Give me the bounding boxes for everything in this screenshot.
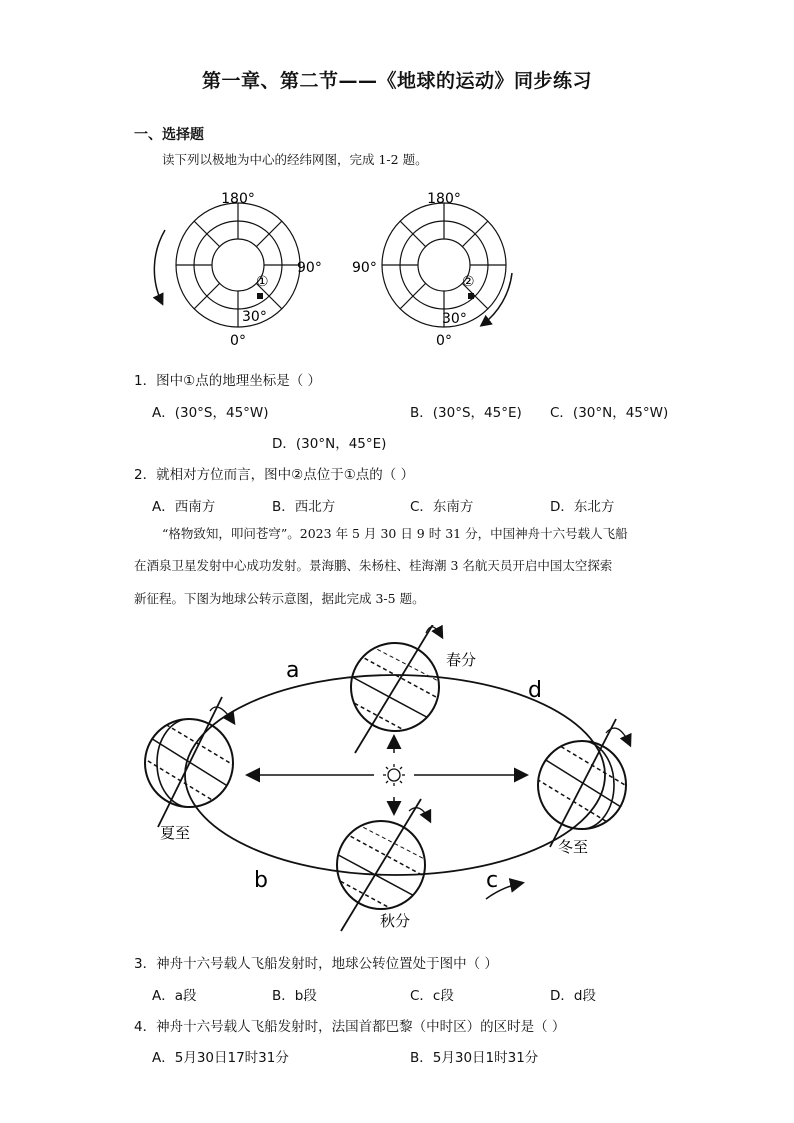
label-90-right: 90° [352, 260, 377, 276]
point-1-marker [257, 293, 263, 299]
label-90-left: 90° [297, 260, 322, 276]
label-180-left: 180° [221, 191, 255, 207]
q3-option-d[interactable]: D．d段 [550, 988, 596, 1004]
winter-solstice-label: 冬至 [558, 838, 589, 856]
q2-option-d[interactable]: D．东北方 [550, 499, 615, 515]
autumn-equinox-label: 秋分 [380, 912, 411, 930]
globe-spring [330, 625, 460, 775]
q1-option-d[interactable]: D．(30°N，45°E) [272, 436, 387, 452]
earth-revolution-diagram [130, 625, 660, 935]
q1-option-b[interactable]: B．(30°S，45°E) [410, 405, 522, 421]
label-0-right: 0° [436, 333, 452, 349]
segment-c-label: c [486, 868, 499, 893]
q2-option-a[interactable]: A．西南方 [152, 499, 216, 515]
question-2: 2．就相对方位而言，图中②点位于①点的（ ） [134, 467, 415, 483]
polar-graticule-diagram [140, 185, 540, 355]
globe-winter [525, 719, 645, 847]
right-graticule [382, 203, 512, 327]
q2-option-b[interactable]: B．西北方 [272, 499, 336, 515]
point-2-label: ② [462, 274, 475, 290]
question-1: 1．图中①点的地理坐标是（ ） [134, 373, 321, 389]
q3-option-a[interactable]: A．a段 [152, 988, 197, 1004]
left-graticule [154, 203, 300, 327]
summer-solstice-label: 夏至 [160, 824, 191, 842]
page-title: 第一章、第二节——《地球的运动》同步练习 [201, 70, 592, 92]
segment-b-label: b [254, 868, 268, 893]
passage-line-3: 新征程。下图为地球公转示意图，据此完成 3-5 题。 [134, 591, 425, 606]
label-30-left: 30° [242, 309, 267, 325]
label-180-right: 180° [427, 191, 461, 207]
label-30-right: 30° [442, 311, 467, 327]
passage-line-1: “格物致知，叩问苍穹”。2023 年 5 月 30 日 9 时 31 分，中国神舟十六号载人飞船 [162, 526, 628, 541]
point-1-label: ① [256, 274, 269, 290]
q2-option-c[interactable]: C．东南方 [410, 499, 474, 515]
question-3: 3．神舟十六号载人飞船发射时，地球公转位置处于图中（ ） [134, 956, 498, 972]
spring-equinox-label: 春分 [446, 651, 477, 669]
sun-icon [383, 764, 405, 786]
point-2-marker [468, 293, 474, 299]
question-4: 4．神舟十六号载人飞船发射时，法国首都巴黎（中时区）的区时是（ ） [134, 1019, 566, 1035]
q3-option-c[interactable]: C．c段 [410, 988, 454, 1004]
label-0-left: 0° [230, 333, 246, 349]
q1-option-a[interactable]: A．(30°S，45°W) [152, 405, 269, 421]
q4-option-b[interactable]: B．5月30日1时31分 [410, 1050, 539, 1066]
intro-text: 读下列以极地为中心的经纬网图，完成 1-2 题。 [162, 152, 428, 167]
q4-option-a[interactable]: A．5月30日17时31分 [152, 1050, 289, 1066]
q1-option-c[interactable]: C．(30°N，45°W) [550, 405, 669, 421]
segment-d-label: d [528, 678, 542, 703]
q3-option-b[interactable]: B．b段 [272, 988, 317, 1004]
sun-ray-arrows [248, 737, 526, 813]
section-heading: 一、选择题 [134, 127, 204, 143]
passage-line-2: 在酒泉卫星发射中心成功发射。景海鹏、朱杨柱、桂海潮 3 名航天员开启中国太空探索 [134, 558, 613, 573]
globe-summer [130, 697, 250, 827]
segment-a-label: a [286, 658, 300, 683]
